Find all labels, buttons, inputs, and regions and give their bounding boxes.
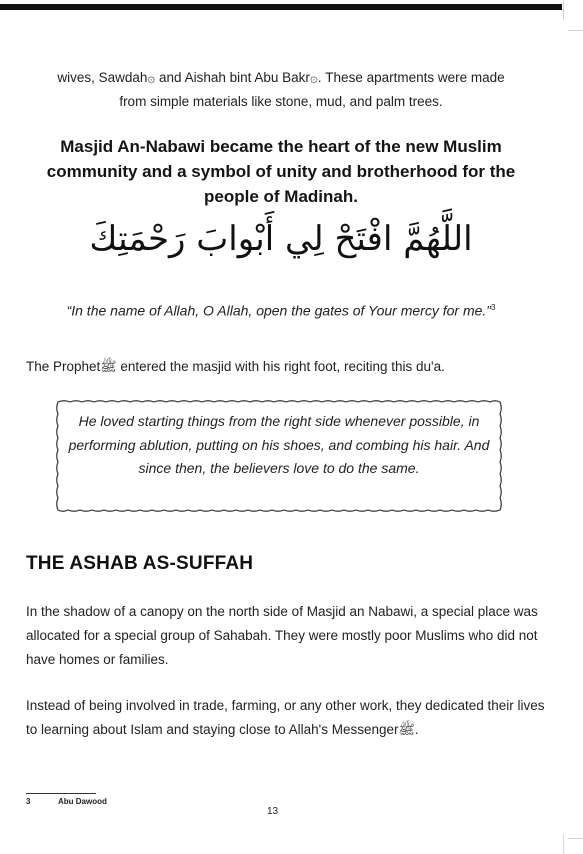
- footnote-text: Abu Dawood: [58, 797, 107, 806]
- intro-paragraph: [26, 66, 536, 114]
- quote-text: He loved starting things from the right side whenever possible, in performing ablution, putting on his shoes, and combing his hair. And since then, the believers love to do the same.: [68, 413, 490, 476]
- intro-line-2: from simple materials like stone, mud, and palm trees.: [119, 94, 443, 109]
- quote-box: [54, 398, 504, 514]
- footnote: [26, 797, 107, 806]
- crop-mark: [568, 30, 583, 31]
- section-heading: THE ASHAB AS-SUFFAH: [26, 553, 254, 574]
- top-border: [0, 4, 562, 10]
- footnote-reference: 3: [490, 303, 496, 312]
- dua-translation: [26, 296, 536, 323]
- prophet-entry-line: The Prophetﷺ entered the masjid with his right foot, reciting this du'a.: [26, 359, 445, 374]
- crop-mark: [563, 834, 564, 854]
- paragraph-1: In the shadow of a canopy on the north side of Masjid an Nabawi, a special place was allocated for a special group of Sahabah. They were mostly poor Muslims who did not have homes or families.: [26, 604, 538, 667]
- paragraph-2: Instead of being involved in trade, farming, or any other work, they dedicated their lives to learning about Islam and staying close to Allah's Messengerﷺ.: [26, 698, 545, 737]
- headline: Masjid An-Nabawi became the heart of the new Muslim community and a symbol of unity and brotherhood for the people of Madinah.: [46, 137, 516, 206]
- intro-line-1: wives, Sawdah۞ and Aishah bint Abu Bakr۞. These apartments were made: [57, 70, 505, 85]
- footnote-rule: [26, 793, 96, 794]
- page-number: 13: [266, 806, 279, 817]
- footnote-number: 3: [26, 797, 31, 806]
- crop-mark: [563, 0, 564, 20]
- crop-mark: [568, 838, 583, 839]
- arabic-dua: اللَّهُمَّ افْتَحْ لِي أَبْوابَ رَحْمَتِكَ: [89, 219, 473, 259]
- translation-text: “In the name of Allah, O Allah, open the gates of Your mercy for me.”: [66, 302, 491, 319]
